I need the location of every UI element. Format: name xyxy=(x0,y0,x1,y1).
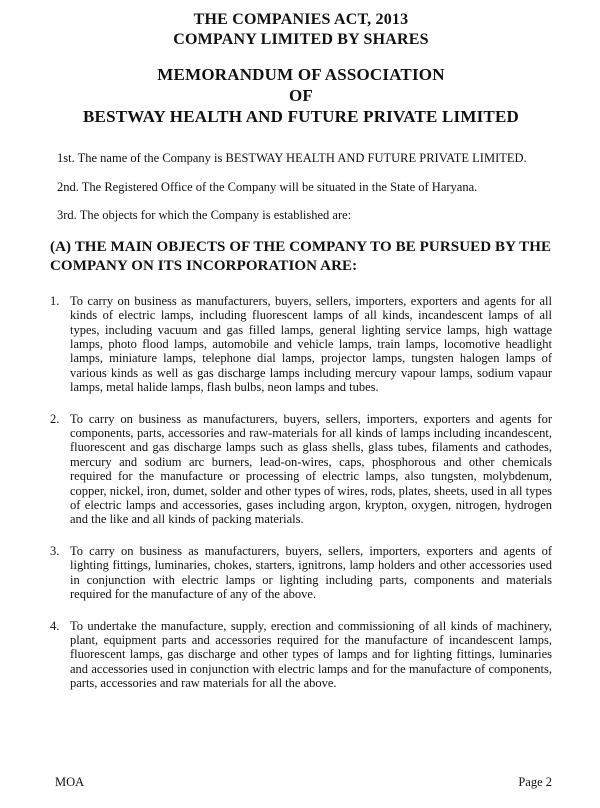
act-title: THE COMPANIES ACT, 2013 xyxy=(193,11,409,28)
document-title-block xyxy=(50,10,552,50)
object-text-4: To undertake the manufacture, supply, erection and commissioning of all kinds of machinery, plant, equipment parts and accessories required for the manufacture of incandescent lamps, fluorescent lamps, gas discharge and other types of lamps and for lighting fittings, luminaries and accessories used in conjunction with electric lamps and for the manufacture of components, parts, accessories and raw materials for all the above. xyxy=(70,618,552,691)
object-item-4 xyxy=(50,619,552,691)
clause-registered-office-label: 2nd. xyxy=(57,179,79,194)
object-item-3 xyxy=(50,544,552,602)
object-number-1: 1. xyxy=(50,293,60,308)
clause-registered-office-text: The Registered Office of the Company will be situated in the State of Haryana. xyxy=(81,179,478,194)
memorandum-title-block xyxy=(50,64,552,127)
object-number-2: 2. xyxy=(50,411,60,426)
object-item-1 xyxy=(50,294,552,395)
of-label: OF xyxy=(288,86,313,105)
company-type-line: COMPANY LIMITED BY SHARES xyxy=(173,31,429,48)
object-text-2: To carry on business as manufacturers, buyers, sellers, importers, exporters and agents for components, parts, accessories and raw-materials for all kinds of lamps including incandescent, fluorescent and gas discharge lamps such as glass shells, glass tubes, filaments and cathodes, mercury and sodium arc burners, lead-on-wires, caps, phosphorous and other chemicals required for the manufacture or processing of electric lamps, also tungsten, molybdenum, copper, nickel, iron, dumet, solder and other types of wires, rods, plates, sheets, used in all types of electric lamps and accessories, gases including argon, krypton, oxygen, nitrogen, hydrogen and the like and all kinds of packing materials. xyxy=(70,411,552,527)
company-name-heading: BESTWAY HEALTH AND FUTURE PRIVATE LIMITED xyxy=(83,107,519,126)
clause-name xyxy=(57,151,552,167)
object-number-4: 4. xyxy=(50,618,60,633)
clause-name-label: 1st. xyxy=(57,151,75,165)
memorandum-title: MEMORANDUM OF ASSOCIATION xyxy=(157,65,445,84)
clause-name-text: The name of the Company is BESTWAY HEALTH AND FUTURE PRIVATE LIMITED. xyxy=(77,151,527,165)
footer-doc-code: MOA xyxy=(55,775,85,789)
object-text-3: To carry on business as manufacturers, buyers, sellers, importers, exporters and agents of lighting fittings, luminaries, chokes, starters, ignitrons, lamp holders and other accessories used in conjunction with electric lamps or lighting including parts, components and materials required for the manufacture of any of the above. xyxy=(70,543,552,602)
clause-objects-label: 3rd. xyxy=(57,208,77,223)
object-item-2 xyxy=(50,412,552,527)
clause-registered-office xyxy=(57,180,552,196)
footer-page-number: Page 2 xyxy=(518,775,552,789)
clause-objects xyxy=(57,208,552,224)
page-footer xyxy=(55,775,552,790)
object-text-1: To carry on business as manufacturers, buyers, sellers, importers, exporters and agents for all kinds of electric lamps, including fluorescent lamps of all kinds, incandescent lamps of all types, including vacuum and gas filled lamps, general lighting service lamps, high wattage lamps, photo flood lamps, automobile and vehicle lamps, train lamps, locomotive headlight lamps, miniature lamps, telephone dial lamps, projector lamps, tungsten halogen lamps of various kinds as well as gas discharge lamps including mercury vapour lamps, sodium vapaur lamps, metal halide lamps, flash bulbs, neon lamps and tubes. xyxy=(70,293,552,395)
main-objects-heading: (A) THE MAIN OBJECTS OF THE COMPANY TO BE PURSUED BY THE COMPANY ON ITS INCORPORATION ARE: xyxy=(50,238,552,274)
clause-objects-text: The objects for which the Company is established are: xyxy=(79,208,352,223)
main-objects-list xyxy=(50,294,552,691)
object-number-3: 3. xyxy=(50,543,60,558)
